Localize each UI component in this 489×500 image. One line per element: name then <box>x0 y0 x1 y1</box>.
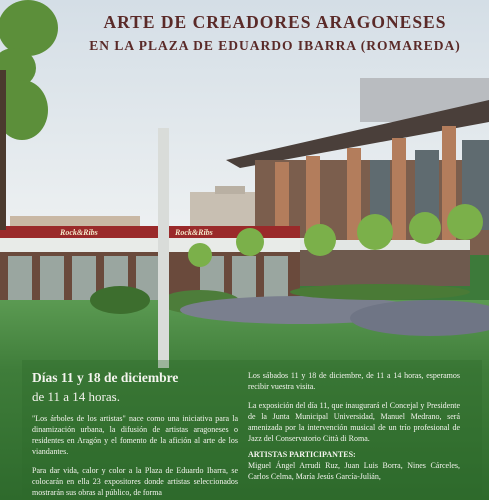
left-column <box>32 370 238 498</box>
intro-paragraph: "Los árboles de los artistas" nace como una iniciativa para la dinamización urbana, la difusión de artistas aragoneses o residentes en Aragón y el fomento de la afición al arte de los viandantes. <box>32 414 238 456</box>
rock-ribs-sign: Rock&Ribs <box>60 228 98 237</box>
event-dates: Días 11 y 18 de diciembre <box>32 370 179 385</box>
artists-heading: ARTISTAS PARTICIPANTES: <box>248 450 356 459</box>
lamp-pole <box>158 128 169 368</box>
visit-paragraph: Los sábados 11 y 18 de diciembre, de 11 a 14 horas, esperamos recibir vuestra visita. <box>248 371 460 391</box>
page-subtitle: EN LA PLAZA DE EDUARDO IBARRA (ROMAREDA) <box>89 38 461 53</box>
inauguration-paragraph: La exposición del día 11, que inaugurará el Concejal y Presidente de la Junta Municipal Universidad, Manuel Medrano, será amenizada por la intervención musical de un trío profesional de Jazz del Conservatorio Città di Roma. <box>248 401 460 443</box>
exhibitors-paragraph: Para dar vida, calor y color a la Plaza de Eduardo Ibarra, se colocarán en ella 23 expositores donde artistas seleccionados mostrarán sus obras al público, de forma <box>32 466 238 497</box>
artists-list: Miguel Ángel Arrudi Ruz, Juan Luis Borra, Nines Cárceles, Carlos Celma, María Jesús García-Julián, <box>248 461 460 481</box>
event-hours: de 11 a 14 horas. <box>32 389 120 404</box>
page-title: ARTE DE CREADORES ARAGONESES <box>103 12 447 32</box>
right-column <box>248 370 460 482</box>
rock-ribs-sign-2: Rock&Ribs <box>175 228 213 237</box>
